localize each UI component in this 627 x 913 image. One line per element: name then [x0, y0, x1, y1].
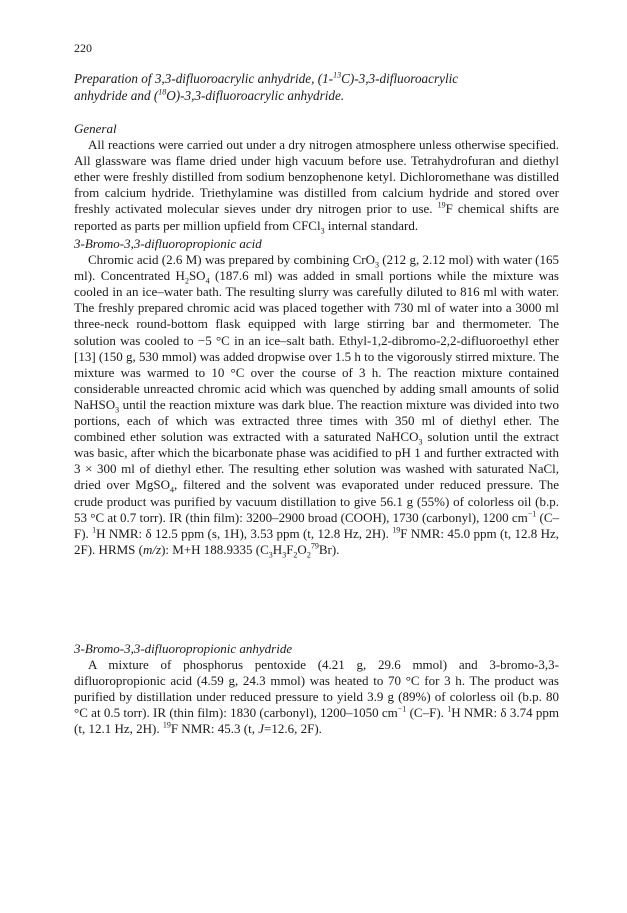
- general-section: [74, 121, 559, 234]
- title-text: C)-3,3-difluoroacrylic: [341, 71, 459, 86]
- bromo-acid-section: [74, 236, 559, 558]
- title-text: O)-3,3-difluoroacrylic anhydride.: [166, 88, 345, 103]
- bromo-anhydride-paragraph: A mixture of phosphorus pentoxide (4.21 g, 29.6 mmol) and 3-bromo-3,3-difluoropropionic acid (4.59 g, 24.3 mmol) was heated to 70 °C for 3 h. The product was purified by distillation under reduced pressure to yield 3.9 g (89%) of colorless oil (b.p. 80 °C at 0.5 torr). IR (thin film): 1830 (carbonyl), 1200–1050 $cm^{-1}$ (C–F). $^1$H NMR: δ 3.74 ppm (t, 12.1 Hz, 2H). $^{19}$F NMR: 45.3 (t, J=12.6, 2F).: [74, 657, 560, 737]
- bromo-anhydride-heading: 3-Bromo-3,3-difluoropropionic anhydride: [74, 641, 293, 656]
- bromo-acid-paragraph: Chromic acid (2.6 M) was prepared by combining CrO$_3$ (212 g, 2.12 mol) with water (165 ml). Concentrated $H_2SO_4$ (187.6 ml) was added in small portions while the mixture was cooled in an ice–water bath. The resulting slurry was carefully diluted to 816 ml with water. The freshly prepared chromic acid was placed together with 730 ml of water into a 3000 ml three-neck round-bottom flask equipped with large stirring bar and thermometer. The solution was cooled to −5 °C in an ice–salt bath. Ethyl-1,2-dibromo-2,2-difluoroethyl ether [13] (150 g, 530 mmol) was added dropwise over 1.5 h to the vigorously stirred mixture. The mixture was warmed to 10 °C over the course of 3 h. The reaction mixture contained considerable unreacted chromic acid which was quenched by adding small amounts of solid NaHSO$_3$ until the reaction mixture was dark blue. The reaction mixture was divided into two portions, each of which was extracted three times with 350 ml of diethyl ether. The combined ether solution was extracted with a saturated NaHCO$_3$ solution until the extract was basic, after which the bicarbonate phase was acidified to pH 1 and further extracted with 3 × 300 ml of diethyl ether. The resulting ether solution was washed with saturated NaCl, dried over MgSO$_4$, filtered and the solvent was evaporated under reduced pressure. The crude product was purified by vacuum distillation to give 56.1 g (55%) of colorless oil (b.p. 53 °C at 0.7 torr). IR (thin film): 3200–2900 broad (COOH), 1730 (carbonyl), 1200 $cm^{-1}$ (C–F). $^1$H NMR: δ 12.5 ppm (s, 1H), 3.53 ppm (t, 12.8 Hz, 2H). $^{19}$F NMR: 45.0 ppm (t, 12.8 Hz, 2F). HRMS (m/z): M+H 188.9335 $(C_3H_3F_2O_2^{79}Br)$.: [74, 252, 560, 560]
- page-number: 220: [74, 41, 92, 55]
- title-o18: 18: [158, 87, 167, 97]
- general-heading: General: [74, 121, 117, 136]
- title-c13: 13: [333, 70, 342, 80]
- general-paragraph: All reactions were carried out under a dry nitrogen atmosphere unless otherwise specified. All glassware was flame dried under high vacuum before use. Tetrahydrofuran and diethyl ether were freshly distilled from sodium benzophenone ketyl. Dichloromethane was distilled from calcium hydride. Triethylamine was distilled from calcium hydride and stored over freshly activated molecular sieves under dry nitrogen prior to use. $^{19}$F chemical shifts are reported as parts per million upfield from CFCl$_3$ internal standard.: [74, 137, 559, 236]
- section-title: [74, 70, 554, 104]
- title-text: anhydride and (: [74, 88, 159, 103]
- bromo-anhydride-section: [74, 641, 559, 738]
- bromo-acid-heading: 3-Bromo-3,3-difluoropropionic acid: [74, 236, 262, 251]
- title-text: Preparation of 3,3-difluoroacrylic anhydride, (1-: [74, 71, 334, 86]
